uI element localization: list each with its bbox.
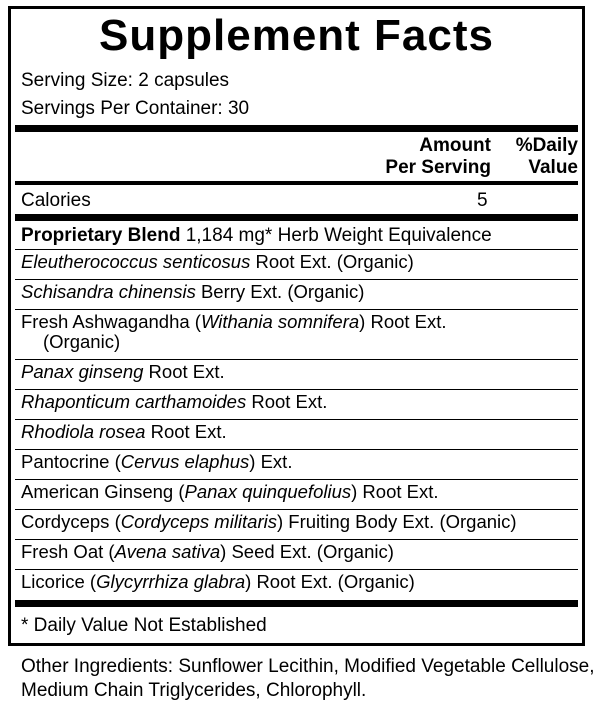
ingredient-row: Panax ginseng Root Ext. <box>21 361 225 382</box>
ingredient-divider <box>15 479 578 480</box>
ingredient-row: Rhaponticum carthamoides Root Ext. <box>21 391 328 412</box>
servings-per-container: Servings Per Container: 30 <box>21 98 250 119</box>
ingredient-row: Licorice (Glycyrrhiza glabra) Root Ext. (Organic) <box>21 571 415 592</box>
proprietary-blend-row <box>21 224 492 248</box>
ingredient-divider <box>15 359 578 360</box>
ingredient-row: Schisandra chinensis Berry Ext. (Organic) <box>21 281 365 302</box>
thick-divider-bottom <box>15 600 578 607</box>
daily-value-header: %Daily Value <box>515 135 578 178</box>
thick-divider-top <box>15 125 578 132</box>
ingredient-row: Fresh Ashwagandha (Withania somnifera) Root Ext. (Organic) <box>21 311 447 352</box>
ingredient-divider <box>15 569 578 570</box>
ingredient-row: Rhodiola rosea Root Ext. <box>21 421 227 442</box>
serving-size: Serving Size: 2 capsules <box>21 70 230 91</box>
ingredient-row: Pantocrine (Cervus elaphus) Ext. <box>21 451 293 472</box>
ingredient-row: Cordyceps (Cordyceps militaris) Fruiting Body Ext. (Organic) <box>21 511 517 532</box>
calories-amount: 5 <box>477 190 488 211</box>
other-ingredients: Other Ingredients: Sunflower Lecithin, Modified Vegetable Cellulose, Medium Chain Triglycerides, Chlorophyll. <box>21 656 595 701</box>
blend-name: Proprietary Blend <box>21 225 181 246</box>
footnote: * Daily Value Not Established <box>21 615 267 636</box>
amount-per-serving-header: Amount Per Serving <box>385 135 491 178</box>
thick-divider-calories <box>15 214 578 221</box>
ingredient-row: Eleutherococcus senticosus Root Ext. (Organic) <box>21 251 414 272</box>
ingredient-divider <box>15 389 578 390</box>
ingredient-divider <box>15 539 578 540</box>
ingredient-divider <box>15 509 578 510</box>
blend-detail: 1,184 mg* Herb Weight Equivalence <box>180 225 492 246</box>
ingredient-divider <box>15 279 578 280</box>
ingredient-divider <box>15 449 578 450</box>
panel-title: Supplement Facts <box>99 11 494 60</box>
ingredient-row: Fresh Oat (Avena sativa) Seed Ext. (Organic) <box>21 541 394 562</box>
supplement-facts-panel <box>8 6 585 646</box>
header-divider <box>15 181 578 185</box>
calories-label: Calories <box>21 190 91 211</box>
ingredient-divider <box>15 309 578 310</box>
ingredient-row: American Ginseng (Panax quinquefolius) Root Ext. <box>21 481 439 502</box>
ingredient-divider <box>15 419 578 420</box>
ingredient-divider <box>15 249 578 250</box>
